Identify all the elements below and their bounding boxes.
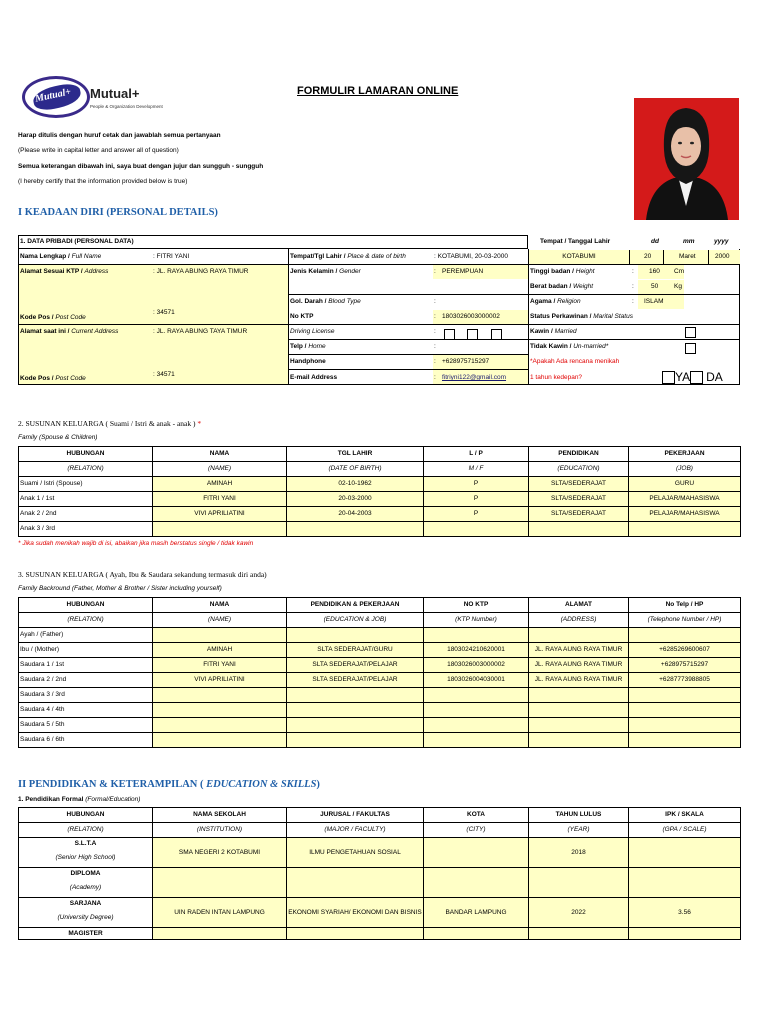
applicant-photo [634,98,739,220]
header-cell: M / F [424,462,529,477]
header-cell: HUBUNGAN [19,598,153,613]
table-cell[interactable] [529,928,629,940]
family-background-title: 3. SUSUNAN KELUARGA ( Ayah, Ibu & Saudara sekandung termasuk diri anda) [18,570,267,579]
table-row [19,492,741,507]
header-cell: (RELATION) [19,462,153,477]
education-level-cell [19,928,153,940]
table-cell[interactable] [287,628,424,643]
postal-code-value-2[interactable]: : 34571 [153,371,175,378]
relation-cell: Anak 3 / 3rd [19,522,153,537]
table-cell[interactable] [424,522,529,537]
table-row [19,838,741,868]
table-row [19,898,741,928]
table-cell[interactable]: AMINAH [153,477,287,492]
table-cell[interactable]: P [424,507,529,522]
education-level-en: (University Degree) [57,914,114,921]
phone-colon: : [434,343,436,350]
header-cell: NAMA [153,447,287,462]
table-cell[interactable]: SLTA SEDERAJAT/GURU [287,643,424,658]
table-cell[interactable] [424,718,529,733]
header-cell: PENDIDIKAN [529,447,629,462]
table-row [19,718,741,733]
relation-cell: Saudara 5 / 5th [19,718,153,733]
table-cell[interactable] [287,522,424,537]
table-cell[interactable] [629,868,741,898]
table-row [19,733,741,748]
header-cell: HUBUNGAN [19,447,153,462]
license-checkbox-1[interactable] [444,329,455,340]
postal-code-label-2: Kode Pos / Post Code [20,375,86,382]
header-cell: (JOB) [629,462,741,477]
company-logo [22,76,90,118]
mm-label: mm [683,238,695,245]
height-unit: Cm [674,268,685,275]
table-cell[interactable] [629,928,741,940]
instruction-line-2: (Please write in capital letter and answer all of question) [18,147,179,154]
section-education-title: II PENDIDIKAN & KETERAMPILAN ( EDUCATION & SKILLS) [18,779,320,790]
family-spouse-note: * Jika sudah menikah wajib di isi, abaikan jika masih berstatus single / tidak kawin [18,540,254,547]
table-row [19,522,741,537]
header-cell: (GPA / SCALE) [629,823,741,838]
table-cell[interactable] [529,733,629,748]
full-name-label: Nama Lengkap / Full Name [20,253,102,260]
header-cell: L / P [424,447,529,462]
header-cell: No Telp / HP [629,598,741,613]
postal-code-label: Kode Pos / Post Code [20,314,86,321]
relation-cell: Saudara 4 / 4th [19,703,153,718]
table-cell[interactable]: ILMU PENGETAHUAN SOSIAL [287,838,424,868]
table-cell[interactable] [629,838,741,868]
dd-label: dd [651,238,659,245]
weight-value[interactable]: 50 [651,283,659,290]
table-cell[interactable]: 3.56 [629,898,741,928]
table-cell[interactable] [287,733,424,748]
personal-data-grid [18,235,740,386]
table-cell[interactable]: +6285269600607 [629,643,741,658]
table-cell[interactable] [424,928,529,940]
relation-cell: Saudara 3 / 3rd [19,688,153,703]
table-cell[interactable]: +628975715297 [629,658,741,673]
header-cell: TGL LAHIR [287,447,424,462]
height-label: Tinggi badan / Height [530,268,595,275]
table-cell[interactable] [153,718,287,733]
header-cell: HUBUNGAN [19,808,153,823]
education-table [18,807,741,940]
table-row [19,928,741,940]
table-cell[interactable]: 20-04-2003 [287,507,424,522]
table-cell[interactable]: PELAJAR/MAHASISWA [629,507,741,522]
marriage-plan-options [662,370,723,384]
relation-cell: Ibu / (Mother) [19,643,153,658]
email-colon: : [434,374,436,381]
header-cell: PENDIDIKAN & PEKERJAAN [287,598,424,613]
table-cell[interactable]: 02-10-1962 [287,477,424,492]
email-value[interactable]: fitriyni122@gmail.com [442,374,507,381]
header-cell: (INSTITUTION) [153,823,287,838]
table-cell[interactable]: AMINAH [153,643,287,658]
education-level: S.L.T.A [74,840,97,847]
header-cell: (CITY) [424,823,529,838]
table-cell[interactable]: SLTA SEDERAJAT/PELAJAR [287,658,424,673]
table-cell[interactable]: SLTA/SEDERAJAT [529,477,629,492]
header-cell: PEKERJAAN [629,447,741,462]
table-cell[interactable]: VIVI APRILIATINI [153,507,287,522]
dob-day-value: 20 [644,253,652,260]
religion-colon: : [632,298,634,305]
table-cell[interactable]: BANDAR LAMPUNG [424,898,529,928]
plan-da-label: DA [706,370,723,384]
dob-header: Tempat / Tanggal Lahir [540,238,611,245]
plan-ya-checkbox[interactable] [662,371,675,384]
education-subtitle: 1. Pendidikan Formal (Formal/Education) [18,796,141,803]
table-cell[interactable] [529,703,629,718]
header-cell: (Telephone Number / HP) [629,613,741,628]
yyyy-label: yyyy [714,238,729,245]
header-cell: JURUSAL / FAKULTAS [287,808,424,823]
logo-badge-text: Mutual+ [34,86,73,105]
education-level-cell [19,898,153,928]
section-personal-title: I KEADAAN DIRI (PERSONAL DETAILS) [18,207,218,218]
education-level-en: (Senior High School) [55,854,116,861]
relation-cell: Saudara 1 / 1st [19,658,153,673]
table-cell[interactable]: EKONOMI SYARIAH/ EKONOMI DAN BISNIS [287,898,424,928]
relation-cell: Anak 2 / 2nd [19,507,153,522]
table-cell[interactable]: GURU [629,477,741,492]
table-cell[interactable] [153,688,287,703]
page-title: FORMULIR LAMARAN ONLINE [297,85,459,97]
ktp-number-value[interactable]: 1803026003000002 [442,313,500,320]
home-phone-label: Telp / Home [290,343,326,350]
header-cell: (NAME) [153,613,287,628]
table-cell[interactable]: SLTA/SEDERAJAT [529,507,629,522]
blood-type-label: Gol. Darah / Blood Type [290,298,361,305]
handphone-label: Handphone [290,358,326,365]
table-cell[interactable] [424,838,529,868]
table-cell[interactable] [153,522,287,537]
header-cell: NAMA [153,598,287,613]
gender-label: Jenis Kelamin / Gender [290,268,361,275]
instruction-line-1: Harap ditulis dengan huruf cetak dan jawablah semua pertanyaan [18,132,221,139]
ktp-colon: : [434,313,436,320]
family-background-table [18,597,741,748]
header-cell: (NAME) [153,462,287,477]
table-cell[interactable] [529,628,629,643]
table-cell[interactable] [629,733,741,748]
blood-colon: : [434,298,436,305]
logo-tagline: People & Organization Development [90,104,163,109]
table-cell[interactable] [287,703,424,718]
table-cell[interactable] [153,703,287,718]
relation-cell: Ayah / (Father) [19,628,153,643]
education-level: SARJANA [69,900,102,907]
plan-da-checkbox[interactable] [690,371,703,384]
marital-status-label: Status Perkawinan / Marital Status [530,313,633,320]
education-level-cell [19,868,153,898]
relation-cell: Saudara 2 / 2nd [19,673,153,688]
table-cell[interactable]: 2018 [529,838,629,868]
current-address-value[interactable]: : JL. RAYA ABUNG TAYA TIMUR [153,328,248,335]
handphone-value[interactable]: +628975715297 [442,358,490,365]
table-cell[interactable]: 20-03-2000 [287,492,424,507]
current-address-label: Alamat saat ini / Current Address [20,328,119,335]
dob-month-value: Maret [679,253,696,260]
header-cell: TAHUN LULUS [529,808,629,823]
table-cell[interactable] [529,718,629,733]
table-cell[interactable] [629,718,741,733]
logo-name: Mutual+ [90,86,140,101]
table-cell[interactable]: P [424,477,529,492]
gender-value[interactable]: PEREMPUAN [442,268,484,275]
table-cell[interactable]: P [424,492,529,507]
ktp-address-label: Alamat Sesuai KTP / Address [20,268,109,275]
email-label: E-mail Address [290,374,338,381]
personal-data-header: 1. DATA PRIBADI (PERSONAL DATA) [20,238,134,245]
postal-code-value[interactable]: : 34571 [153,309,175,316]
religion-value[interactable]: ISLAM [644,298,664,305]
gender-colon: : [434,268,436,275]
table-row [19,643,741,658]
dob-year-value: 2000 [715,253,730,260]
table-row [19,477,741,492]
header-cell: (KTP Number) [424,613,529,628]
header-cell: ALAMAT [529,598,629,613]
family-background-subtitle: Family Backround (Father, Mother & Brother / Sister including yourself) [18,585,222,592]
weight-label: Berat badan / Weight [530,283,594,290]
weight-colon: : [632,283,634,290]
table-cell[interactable] [629,703,741,718]
full-name-value[interactable]: : FITRI YANI [153,253,190,260]
unmarried-label: Tidak Kawin / Un-married* [530,343,609,350]
license-colon: : [434,328,436,335]
table-cell[interactable]: UIN RADEN INTAN LAMPUNG [153,898,287,928]
place-dob-label: Tempat/Tgl Lahir / Place & date of birth [290,253,406,260]
header-cell: IPK / SKALA [629,808,741,823]
header-cell: NAMA SEKOLAH [153,808,287,823]
instruction-line-4: (I hereby certify that the information provided below is true) [18,178,188,185]
unmarried-checkbox[interactable] [685,343,696,354]
table-cell[interactable] [424,733,529,748]
table-row [19,703,741,718]
table-cell[interactable] [529,688,629,703]
weight-unit: Kg [674,283,682,290]
table-cell[interactable]: PELAJAR/MAHASISWA [629,492,741,507]
table-cell[interactable]: SMA NEGERI 2 KOTABUMI [153,838,287,868]
table-cell[interactable]: FITRI YANI [153,658,287,673]
table-cell[interactable] [153,868,287,898]
table-cell[interactable] [287,688,424,703]
married-label: Kawin / Married [530,328,577,335]
table-cell[interactable]: FITRI YANI [153,492,287,507]
married-checkbox[interactable] [685,327,696,338]
table-cell[interactable] [629,688,741,703]
header-cell: (DATE OF BIRTH) [287,462,424,477]
instruction-line-3: Semua keterangan dibawah ini, saya buat dengan jujur dan sungguh - sungguh [18,163,264,170]
education-level: DIPLOMA [70,870,101,877]
table-cell[interactable] [424,628,529,643]
table-cell[interactable] [424,688,529,703]
relation-cell: Suami / Istri (Spouse) [19,477,153,492]
education-level: MAGISTER [68,930,103,937]
family-spouse-subtitle: Family (Spouse & Children) [18,434,98,441]
table-cell[interactable]: JL. RAYA AUNG RAYA TIMUR [529,658,629,673]
table-cell[interactable] [287,868,424,898]
table-cell[interactable] [153,928,287,940]
table-row [19,658,741,673]
height-value[interactable]: 160 [649,268,660,275]
table-cell[interactable] [629,628,741,643]
table-cell[interactable]: JL. RAYA AUNG RAYA TIMUR [529,643,629,658]
ktp-address-value[interactable]: : JL. RAYA ABUNG RAYA TIMUR [153,268,249,275]
table-cell[interactable]: 2022 [529,898,629,928]
table-cell[interactable]: JL. RAYA AUNG RAYA TIMUR [529,673,629,688]
table-cell[interactable]: SLTA SEDERAJAT/PELAJAR [287,673,424,688]
family-spouse-title: 2. SUSUNAN KELUARGA ( Suami / Istri & anak - anak ) * [18,419,202,428]
relation-cell: Anak 1 / 1st [19,492,153,507]
table-cell[interactable] [529,868,629,898]
table-cell[interactable] [153,733,287,748]
marriage-plan-question-2: 1 tahun kedepan? [530,374,583,381]
plan-ya-label: YA [675,370,691,384]
header-cell: (RELATION) [19,613,153,628]
table-cell[interactable]: 1803024210620001 [424,643,529,658]
religion-label: Agama / Religion [530,298,581,305]
relation-cell: Saudara 6 / 6th [19,733,153,748]
driving-license-label: Driving License [290,328,335,335]
header-cell: NO KTP [424,598,529,613]
dob-place-value: KOTABUMI [562,253,596,260]
table-cell[interactable] [153,628,287,643]
family-spouse-table [18,446,741,537]
header-cell: (MAJOR / FACULTY) [287,823,424,838]
header-cell: (EDUCATION) [529,462,629,477]
education-level-cell [19,838,153,868]
marriage-plan-question-1: *Apakah Ada rencana menikah [530,358,620,365]
header-cell: (RELATION) [19,823,153,838]
table-row [19,688,741,703]
license-checkbox-3[interactable] [491,329,502,340]
education-level-en: (Academy) [69,884,102,891]
table-cell[interactable]: 1803026004030001 [424,673,529,688]
place-dob-value[interactable]: : KOTABUMI, 20-03-2000 [434,253,508,260]
table-cell[interactable] [529,522,629,537]
hp-colon: : [434,358,436,365]
license-checkboxes [444,326,502,344]
height-colon: : [632,268,634,275]
table-row [19,507,741,522]
ktp-number-label: No KTP [290,313,314,320]
table-cell[interactable]: SLTA/SEDERAJAT [529,492,629,507]
table-row [19,628,741,643]
license-checkbox-2[interactable] [467,329,478,340]
table-cell[interactable]: VIVI APRILIATINI [153,673,287,688]
table-cell[interactable] [424,703,529,718]
table-cell[interactable] [287,718,424,733]
table-cell[interactable] [287,928,424,940]
table-cell[interactable] [629,522,741,537]
header-cell: (EDUCATION & JOB) [287,613,424,628]
table-cell[interactable]: 1803026003000002 [424,658,529,673]
table-row [19,673,741,688]
header-cell: (YEAR) [529,823,629,838]
table-row [19,868,741,898]
header-cell: (ADDRESS) [529,613,629,628]
header-cell: KOTA [424,808,529,823]
table-cell[interactable] [424,868,529,898]
table-cell[interactable]: +6287773988805 [629,673,741,688]
